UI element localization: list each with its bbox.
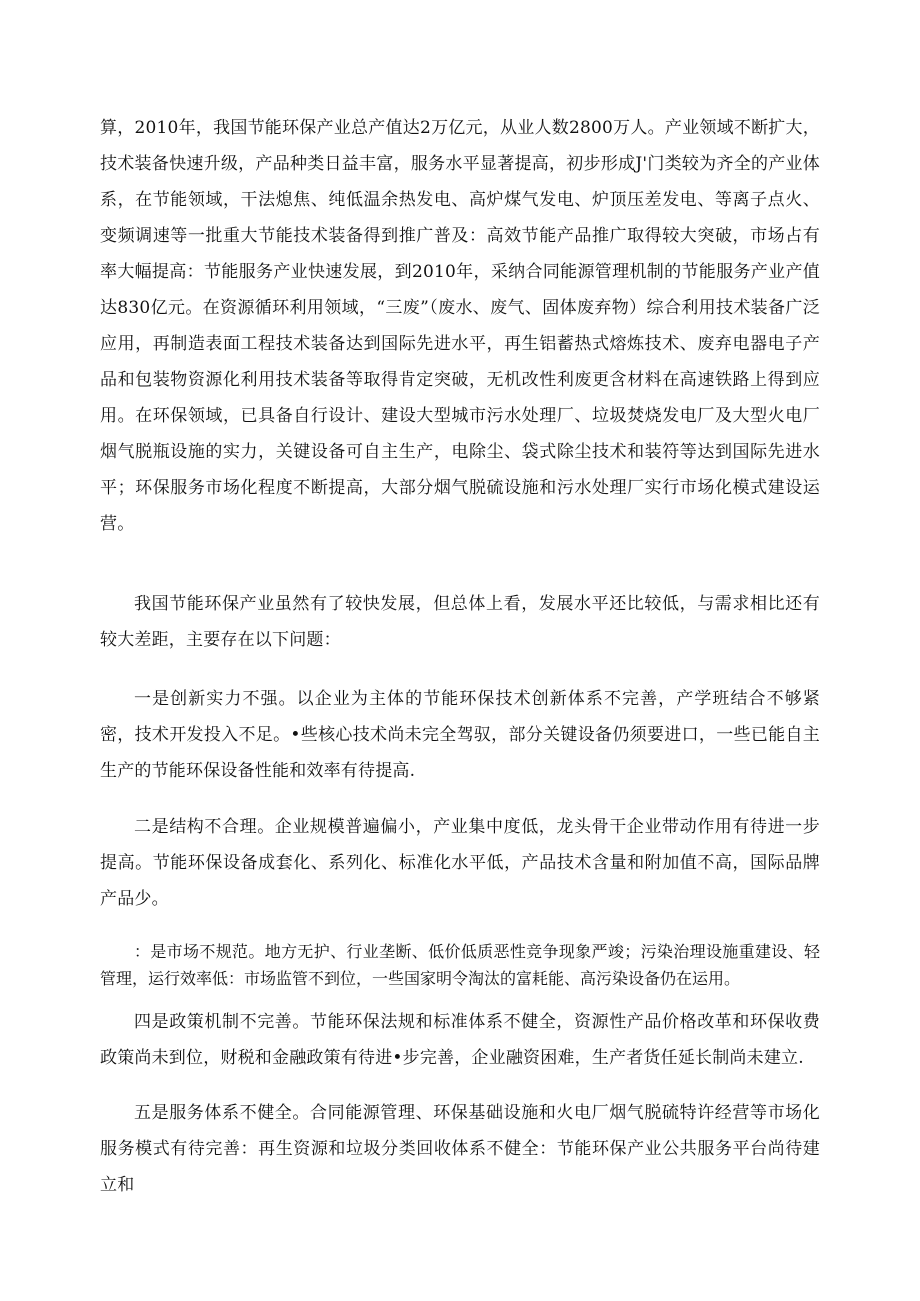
paragraph-problem-service: 五是服务体系不健全。合同能源管理、环保基础设施和火电厂烟气脱硫特许经营等市场化服务模式有待完善：再生资源和垃圾分类回收体系不健全：节能环保产业公共服务平台尚待建立和 — [100, 1103, 820, 1195]
paragraph-industry-overview: 算，2010年，我国节能环保产业总产值达2万亿元，从业人数2800万人。产业领域不断扩大，技术装备快速升级，产品种类日益丰富，服务水平显著提高，初步形成J'门类较为齐全的产业体系，在节能领域，干法熄焦、纯低温余热发电、高炉煤气发电、炉顶压差发电、等离子点火、变频调速等一批重大节能技术装备得到推广普及：高效节能产品推广取得较大突破，市场占有率大幅提高：节能服务产业快速发展，到2010年，采纳合同能源管理机制的节能服务产业产值达830亿元。在资源循环利用领域，“三废”（废水、废气、固体废弃物）综合利用技术装备广泛应用，再制造表面工程技术装备达到国际先进水平，再生铝蓄热式熔炼技术、废弃电器电子产品和包装物资源化利用技术装备等取得肯定突破，无机改性利废更含材料在高速铁路上得到应用。在环保领域，已具备自行设计、建设大型城市污水处理厂、垃圾焚烧发电厂及大型火电厂烟气脱瓶设施的实力，关键设备可自主生产，电除尘、袋式除尘技术和装符等达到国际先进水平；环保服务市场化程度不断提高，大部分烟气脱硫设施和污水处理厂实行市场化模式建设运营。 — [100, 118, 820, 534]
paragraph-problem-structure: 二是结构不合理。企业规模普遍偏小，产业集中度低，龙头骨干企业带动作用有待进一步提高。节能环保设备成套化、系列化、标准化水平低，产品技术含量和附加值不高，国际品牌产品少。 — [100, 817, 820, 909]
paragraph-problem-policy: 四是政策机制不完善。节能环保法规和标准体系不健全，资源性产品价格改革和环保收费政策尚未到位，财税和金融政策有待进•步完善，企业融资困难，生产者货任延长制尚未建立. — [100, 1012, 820, 1068]
paragraph-problem-market: ：是市场不规范。地方无护、行业垄断、低价低质恶性竞争现象严竣；污染治理设施重建设、轻管理，运行效率低：市场监管不到位，一些国家明令淘汰的富耗能、高污染设备仍在运用。 — [100, 942, 820, 988]
paragraph-problems-intro: 我国节能环保产业虽然有了较快发展，但总体上看，发展水平还比较低，与需求相比还有较大差距，主要存在以下问题： — [100, 594, 820, 650]
paragraph-problem-innovation: 一是创新实力不强。以企业为主体的节能环保技术创新体系不完善，产学班结合不够紧密，技术开发投入不足。•些核心技术尚未完全驾驭，部分关键设备仍须要进口，一些已能自主生产的节能环保设备性能和效率有待提高. — [100, 689, 820, 781]
